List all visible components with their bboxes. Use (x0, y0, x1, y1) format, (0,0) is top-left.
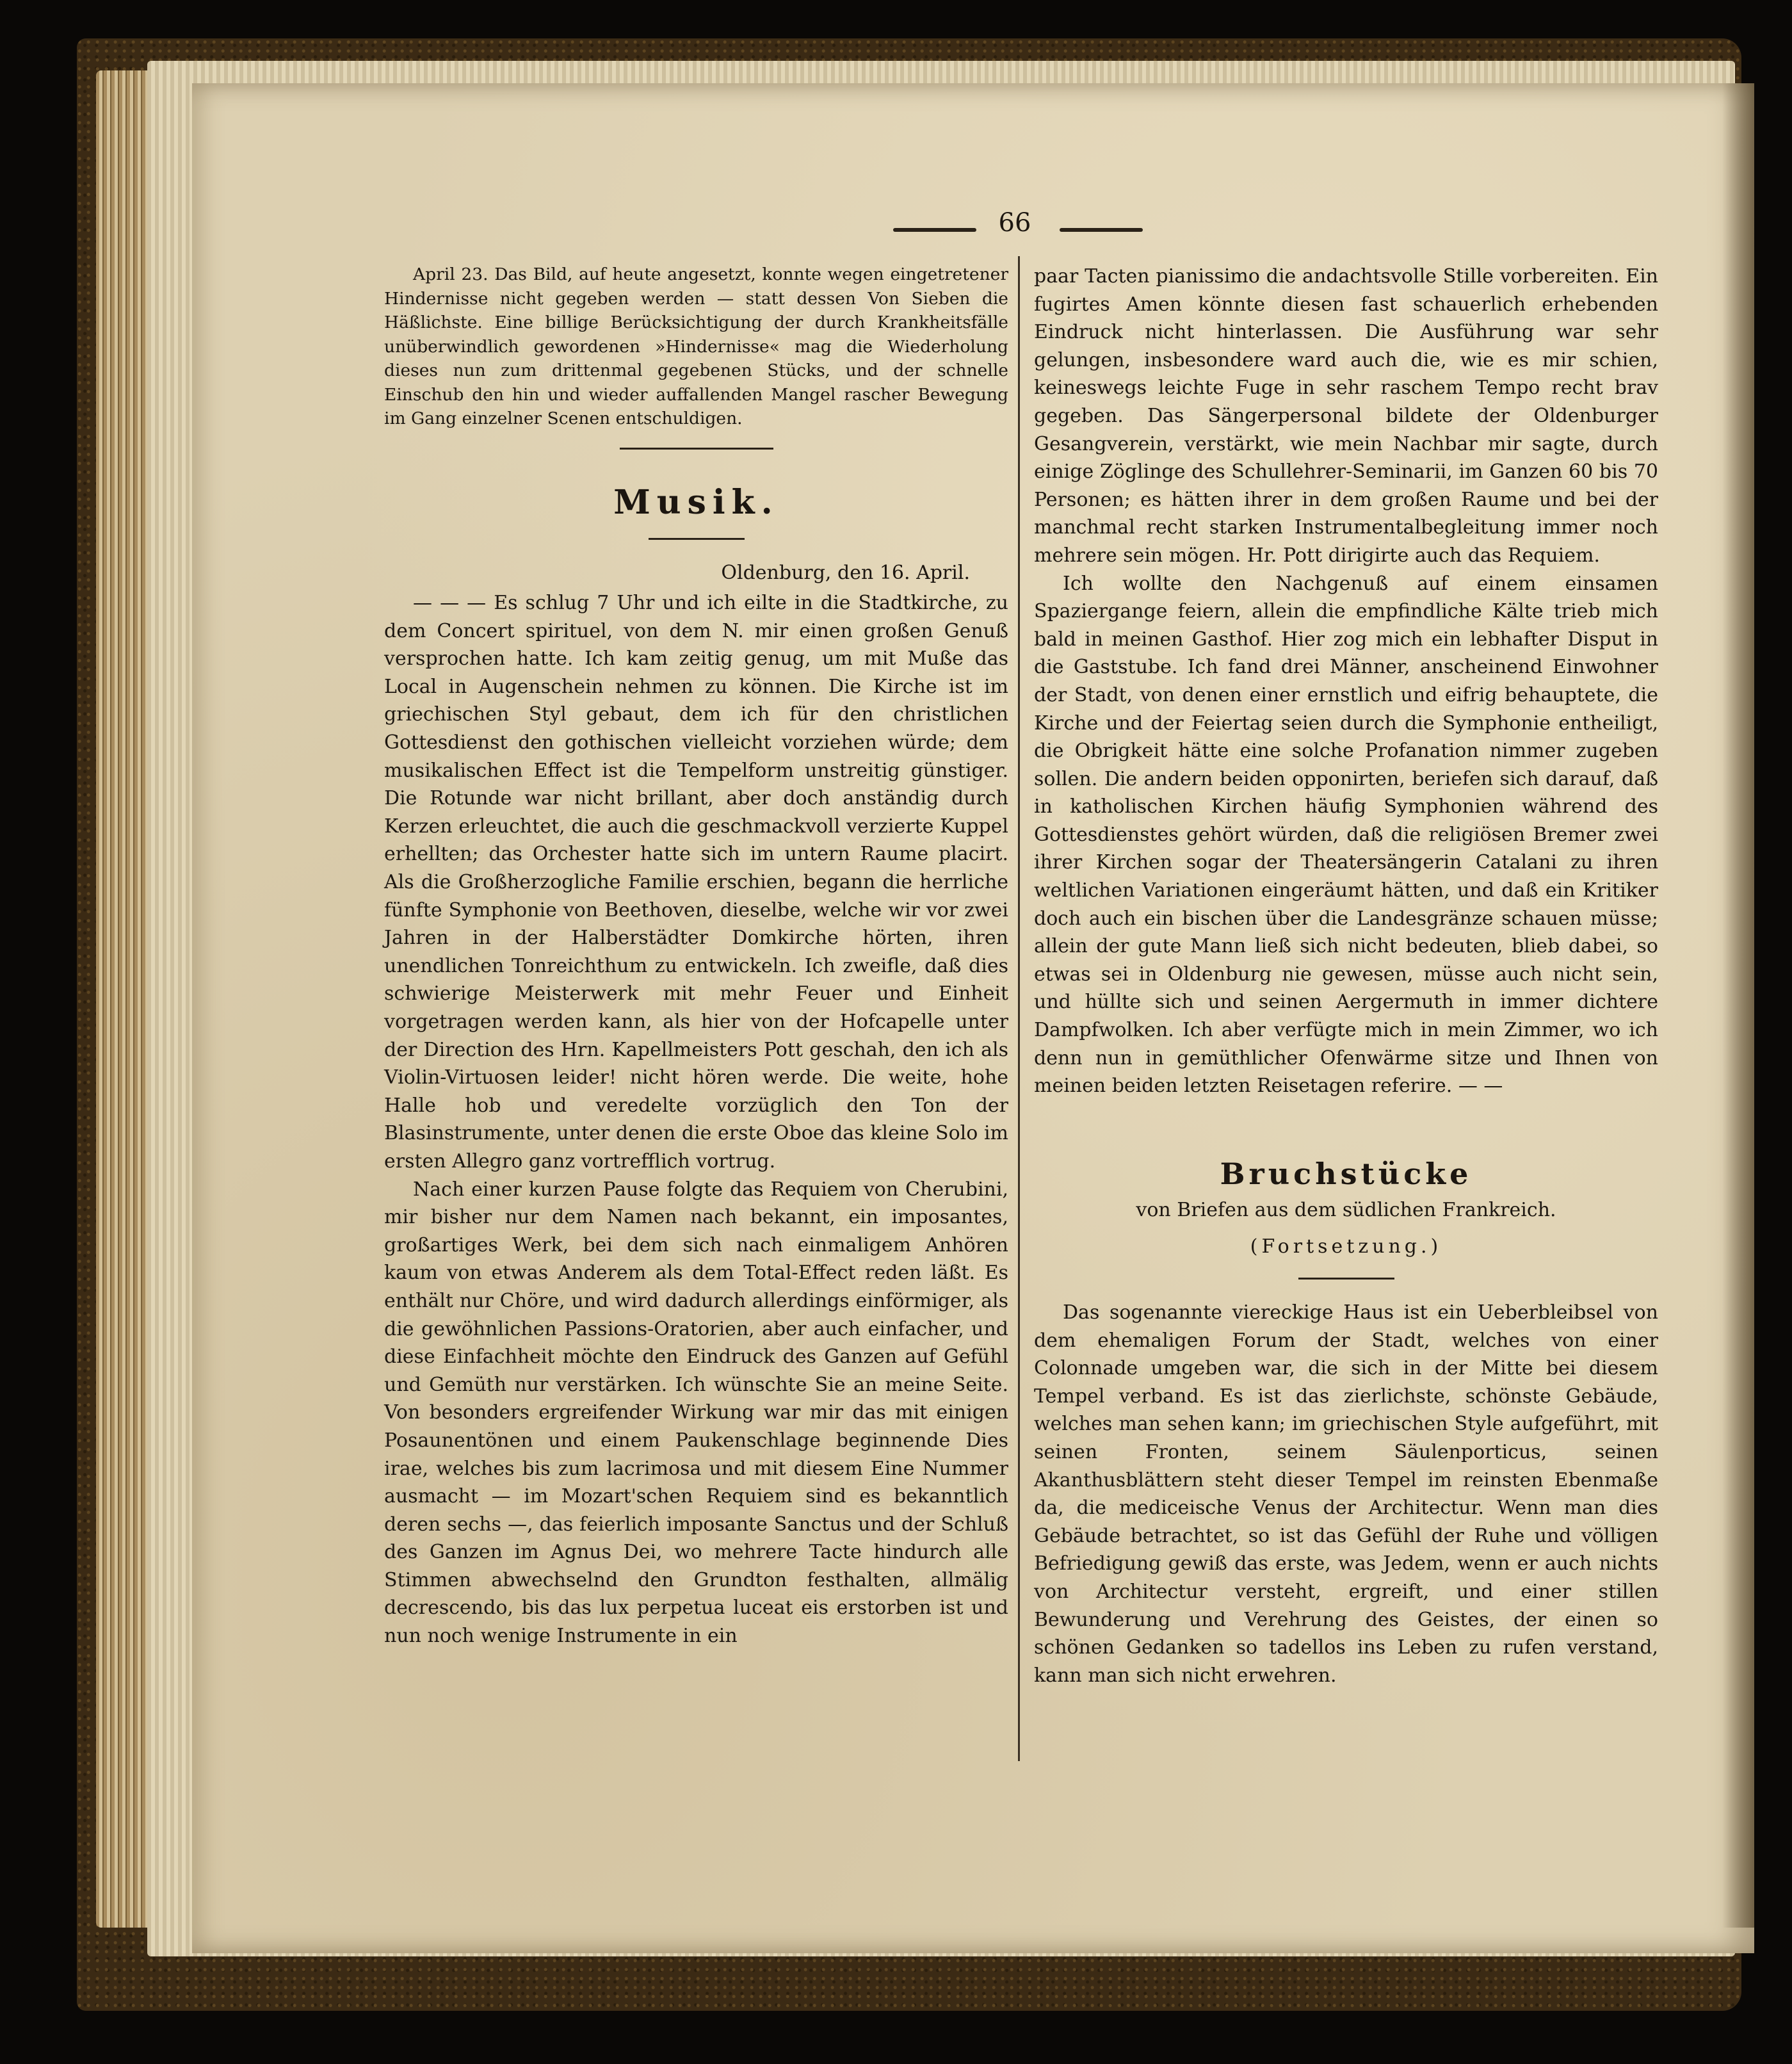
page-number: 66 (998, 208, 1031, 238)
title-underline (649, 538, 745, 540)
continuation-note: (Fortsetzung.) (1250, 1235, 1442, 1258)
section-subtitle: von Briefen aus dem südlichen Frankreich. (1136, 1198, 1556, 1221)
right-column (1034, 263, 1658, 1689)
paragraph: Das sogenannte viereckige Haus ist ein Ueberbleibsel von dem ehemaligen Forum der Stadt, welches von einer Colonnade umgeben war, die sich in der Mitte bei diesem Tempel verband. Es ist das zierlichste, schönste Gebäude, welches man sehen kann; im griechischen Style aufgeführt, mit seinen Fronten, seinem Säulenporticus, seinen Akanthusblättern steht dieser Tempel im reinsten Ebenmaße da, die mediceische Venus der Architectur. Wenn man dies Gebäude betrachtet, so ist das Gefühl der Ruhe und völligen Befriedigung gewiß das erste, was Jedem, wenn er auch nichts von Architectur versteht, ergreift, und einer stillen Bewunderung und Verehrung des Geistes, der einen so schönen Gedanken so tadellos ins Leben zu rufen verstand, kann man sich nicht erwehren. (1034, 1301, 1658, 1687)
paragraph: Nach einer kurzen Pause folgte das Requiem von Cherubini, mir bisher nur dem Namen nach bekannt, ein imposantes, großartiges Werk, bei dem sich nach einmaligem Anhören kaum von etwas Anderem als dem Total-Effect reden läßt. Es enthält nur Chöre, und wird dadurch allerdings einförmiger, als die gewöhnlichen Passions-Oratorien, aber auch einfacher, und diese Einfachheit möchte den Eindruck des Ganzen auf Gefühl und Gemüth nur verstärken. Ich wünschte Sie an meine Seite. Von besonders ergreifender Wirkung war mir das mit einigen Posaunentönen und einem Paukenschlage beginnende Dies irae, welches bis zum lacrimosa und mit diesem Eine Nummer ausmacht — im Mozart'schen Requiem sind es bekanntlich deren sechs —, das feierlich imposante Sanctus und der Schluß des Ganzen im Agnus Dei, wo mehrere Tacte hindurch alle Stimmen abwechselnd den Grundton festhalten, allmälig decrescendo, bis das lux perpetua luceat eis erstorben ist und nun noch wenige Instrumente in ein (384, 1178, 1008, 1648)
column-divider (1018, 256, 1020, 1761)
paragraph: Ich wollte den Nachgenuß auf einem einsamen Spaziergange feiern, allein die empfindliche Kälte trieb mich bald in meinen Gasthof. Hier zog mich ein lebhafter Disput in die Gaststube. Ich fand drei Männer, anscheinend Einwohner der Stadt, von denen einer ernstlich und eifrig behauptete, die Kirche und der Feiertag seien durch die Symphonie entheiligt, die Obrigkeit hätte eine solche Profanation nimmer zugeben sollen. Die andern beiden opponirten, beriefen sich darauf, daß in katholischen Kirchen häufig Symphonien während des Gottesdienstes gehört würden, daß die religiösen Bremer zwei ihrer Kirchen sogar der Theatersängerin Catalani zu ihren weltlichen Variationen eingeräumt hätten, und daß ein Kritiker doch auch ein bischen über die Landesgränze schauen müsse; allein der gute Mann ließ sich nicht bedeuten, blieb dabei, so etwas sei in Oldenburg nie gewesen, müsse auch nicht sein, und hüllte sich und seinen Aergermuth in immer dichtere Dampfwolken. Ich aber verfügte mich in mein Zimmer, wo ich denn nun in gemüthlicher Ofenwärme sitze und Ihnen von meinen beiden letzten Reisetagen referire. — — (1034, 572, 1658, 1098)
left-column (384, 263, 1008, 1650)
page-number-rule-right (1060, 228, 1143, 232)
theater-note: April 23. Das Bild, auf heute angesetzt, konnte wegen eingetretener Hindernisse nicht gegeben werden — statt dessen Von Sieben die Häßlichste. Eine billige Berücksichtigung der durch Krankheitsfälle unüberwindlich gewordenen »Hindernisse« mag die Wiederholung dieses nun zum drittenmal gegebenen Stücks, und der schnelle Einschub den hin und wieder auffallenden Mangel rascher Bewegung im Gang einzelner Scenen entschuldigen. (384, 264, 1008, 428)
divider-rule (1298, 1278, 1394, 1280)
paragraph: — — — Es schlug 7 Uhr und ich eilte in die Stadtkirche, zu dem Concert spirituel, von dem N. mir einen großen Genuß versprochen hatte. Ich kam zeitig genug, um mit Muße das Local in Augenschein nehmen zu können. Die Kirche ist im griechischen Styl gebaut, dem ich für den christlichen Gottesdienst den gothischen vielleicht vorziehen würde; dem musikalischen Effect ist die Tempelform unstreitig günstiger. Die Rotunde war nicht brillant, aber doch anständig durch Kerzen erleuchtet, die auch die geschmackvoll verzierte Kuppel erhellten; das Orchester hatte sich im untern Raume placirt. Als die Großherzogliche Familie erschien, begann die herrliche fünfte Symphonie von Beethoven, dieselbe, welche wir vor zwei Jahren in der Halberstädter Domkirche hörten, ihren unendlichen Tonreichthum zu entwickeln. Ich zweifle, daß dies schwierige Meisterwerk mit mehr Feuer und Einheit vorgetragen werden kann, als hier von der Hofcapelle unter der Direction des Hrn. Kapellmeisters Pott geschah, den ich als Violin-Virtuosen leider! nicht hören werde. Die weite, hohe Halle hob und veredelte vorzüglich den Ton der Blasinstrumente, unter denen die erste Oboe das kleine Solo im ersten Allegro ganz vortrefflich vortrug. (384, 592, 1008, 1173)
section-title-bruchstuecke: Bruchstücke (1220, 1156, 1473, 1191)
divider-rule (620, 448, 773, 450)
dateline: Oldenburg, den 16. April. (721, 561, 970, 584)
gutter-shadow (1722, 83, 1754, 1928)
section-title-musik: Musik. (613, 482, 779, 522)
page-number-rule-left (893, 228, 976, 232)
paragraph: paar Tacten pianissimo die andachtsvolle Stille vorbereiten. Ein fugirtes Amen könnte diesen fast schauerlich erhebenden Eindruck nicht hinterlassen. Die Ausführung war sehr gelungen, insbesondere ward auch die, wie es mir schien, keineswegs leichte Fuge in sehr raschem Tempo recht brav gegeben. Das Sängerpersonal bildete der Oldenburger Gesangverein, verstärkt, wie mein Nachbar mir sagte, durch einige Zöglinge des Schullehrer-Seminarii, im Ganzen 60 bis 70 Personen; es hätten ihrer in dem großen Raume und bei der manchmal recht starken Instrumentalbegleitung immer noch mehrere sein mögen. Hr. Pott dirigirte auch das Requiem. (1034, 265, 1658, 567)
